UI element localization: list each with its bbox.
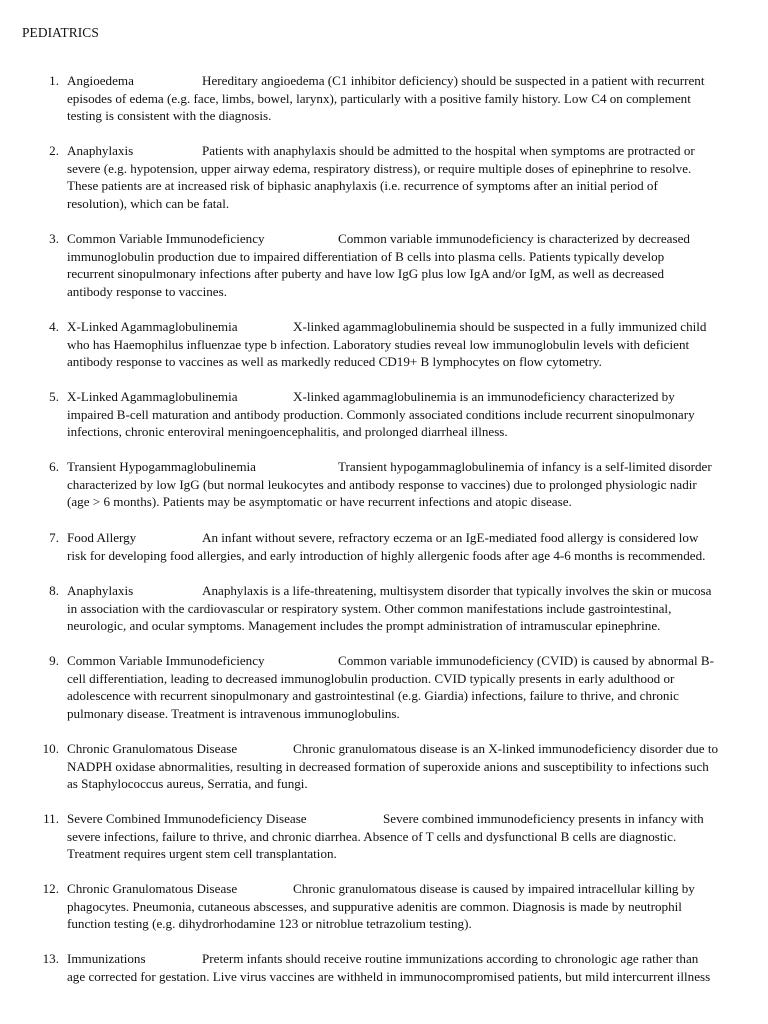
text-line <box>67 950 747 968</box>
text-line: risk for developing food allergies, and early introduction of highly allergenic foods after age 4-6 months is recommended. <box>67 547 706 563</box>
item-topic: Immunizations <box>67 951 146 966</box>
text-line <box>67 582 747 600</box>
text-line: in association with the cardiovascular or respiratory system. Other common manifestations include gastrointestinal, <box>67 600 672 616</box>
list-item <box>49 230 747 301</box>
item-topic: Anaphylaxis <box>67 143 134 158</box>
text-line <box>67 230 747 248</box>
list-item <box>42 740 747 793</box>
text-line <box>67 880 747 898</box>
item-topic: Angioedema <box>67 73 134 88</box>
item-number: 10. <box>42 741 59 756</box>
list-item <box>49 72 747 125</box>
text-line: resolution), which can be fatal. <box>67 196 230 212</box>
item-number: 7. <box>49 530 59 545</box>
text-line: infections, chronic enteroviral meningoencephalitis, and prolonged diarrheal illness. <box>67 424 508 440</box>
text-line: pulmonary disease. Treatment is intravenous immunoglobulins. <box>67 706 400 722</box>
text-line: recurrent sinopulmonary infections after puberty and have low IgG plus low IgA and/or IgM, as well as decreased <box>67 266 665 282</box>
item-topic: Food Allergy <box>67 530 137 545</box>
text-line-content: Preterm infants should receive routine immunizations according to chronologic age rather than <box>202 951 699 966</box>
text-line: function testing (e.g. dihydrorhodamine 123 or nitroblue tetrazolium testing). <box>67 916 472 932</box>
item-topic: Common Variable Immunodeficiency <box>67 231 265 246</box>
item-paragraph <box>67 72 747 125</box>
item-paragraph <box>67 880 747 933</box>
item-paragraph <box>67 230 747 301</box>
item-topic: Anaphylaxis <box>67 583 134 598</box>
text-line-content: Hereditary angioedema (C1 inhibitor deficiency) should be suspected in a patient with recurrent <box>202 73 705 88</box>
text-line-content: Common variable immunodeficiency is characterized by decreased <box>338 231 690 246</box>
text-line <box>67 142 747 160</box>
item-number: 1. <box>49 73 59 88</box>
text-line: as Staphylococcus aureus, Serratia, and fungi. <box>67 776 308 792</box>
text-line: severe infections, failure to thrive, and chronic diarrhea. Absence of T cells and dysfunctional B cells are diagnostic. <box>67 828 677 844</box>
text-line-content: Chronic granulomatous disease is an X-linked immunodeficiency disorder due to <box>293 741 719 756</box>
text-line <box>67 652 747 670</box>
item-topic: Transient Hypogammaglobulinemia <box>67 459 256 474</box>
item-number: 8. <box>49 583 59 598</box>
text-line: immunoglobulin production due to impaired differentiation of B cells into plasma cells. Patients typically develop <box>67 248 665 264</box>
text-line-content: Chronic granulomatous disease is caused by impaired intracellular killing by <box>293 881 695 896</box>
list-item <box>43 810 747 863</box>
item-number: 2. <box>49 143 59 158</box>
item-paragraph <box>67 582 747 635</box>
page-heading: PEDIATRICS <box>22 25 99 40</box>
item-number: 4. <box>49 319 59 334</box>
text-line: impaired B-cell maturation and antibody production. Commonly associated conditions include recurrent sinopulmonary <box>67 406 695 422</box>
text-line-content: X-linked agammaglobulinemia should be suspected in a fully immunized child <box>293 319 707 334</box>
text-line: who has Haemophilus influenzae type b infection. Laboratory studies reveal low immunoglobulin levels with deficient <box>67 336 690 352</box>
text-line <box>67 529 747 547</box>
item-topic: Chronic Granulomatous Disease <box>67 741 238 756</box>
item-number: 12. <box>42 881 59 896</box>
text-line <box>67 458 747 476</box>
text-line: NADPH oxidase abnormalities, resulting in decreased formation of superoxide anions and susceptibility to infections such <box>67 758 709 774</box>
list-item <box>49 318 747 371</box>
text-line: age corrected for gestation. Live virus vaccines are withheld in immunocompromised patients, but mild intercurrent illness <box>67 968 711 984</box>
list-item <box>42 950 747 985</box>
item-number: 11. <box>43 811 59 826</box>
item-topic: Chronic Granulomatous Disease <box>67 881 238 896</box>
list-item <box>49 142 747 213</box>
list-item <box>42 880 747 933</box>
item-topic: X-Linked Agammaglobulinemia <box>67 319 238 334</box>
item-paragraph <box>67 740 747 793</box>
text-line <box>67 740 747 758</box>
text-line: cell differentiation, leading to decreased immunoglobulin production. CVID typically presents in early adulthood or <box>67 670 675 686</box>
item-paragraph <box>67 950 747 985</box>
text-line: These patients are at increased risk of biphasic anaphylaxis (i.e. recurrence of symptoms after an initial period of <box>67 178 658 194</box>
text-line: adolescence with recurrent sinopulmonary and gastrointestinal (e.g. Giardia) infections, failure to thrive, and chronic <box>67 688 679 704</box>
text-line: severe (e.g. hypotension, upper airway edema, respiratory distress), or require multiple doses of epinephrine to resolve. <box>67 160 692 176</box>
list-item <box>49 388 747 441</box>
text-line <box>67 810 747 828</box>
item-topic: Severe Combined Immunodeficiency Disease <box>67 811 307 826</box>
item-topic: Common Variable Immunodeficiency <box>67 653 265 668</box>
text-line-content: Anaphylaxis is a life-threatening, multisystem disorder that typically involves the skin or mucosa <box>202 583 712 598</box>
text-line-content: An infant without severe, refractory eczema or an IgE-mediated food allergy is considered low <box>202 530 699 545</box>
list-item <box>49 458 747 511</box>
item-paragraph <box>67 529 747 564</box>
text-line: testing is consistent with the diagnosis. <box>67 108 272 124</box>
list-item <box>49 529 747 564</box>
item-number: 3. <box>49 231 59 246</box>
item-number: 9. <box>49 653 59 668</box>
item-paragraph <box>67 388 747 441</box>
item-paragraph <box>67 318 747 371</box>
list-item <box>49 582 747 635</box>
text-line-content: Severe combined immunodeficiency presents in infancy with <box>383 811 704 826</box>
text-line: antibody response to vaccines. <box>67 284 227 300</box>
text-line: antibody response to vaccines as well as markedly reduced CD19+ B lymphocytes on flow cytometry. <box>67 354 602 370</box>
item-paragraph <box>67 142 747 213</box>
text-line <box>67 388 747 406</box>
text-line: characterized by low IgG (but normal leukocytes and antibody response to vaccines) due to prolonged physiologic nadir <box>67 476 697 492</box>
text-line-content: Patients with anaphylaxis should be admitted to the hospital when symptoms are protracted or <box>202 143 695 158</box>
item-paragraph <box>67 810 747 863</box>
item-number: 6. <box>49 459 59 474</box>
text-line: (age > 6 months). Patients may be asymptomatic or have recurrent infections and atopic disease. <box>67 494 572 510</box>
item-paragraph <box>67 458 747 511</box>
item-paragraph <box>67 652 747 723</box>
text-line-content: Transient hypogammaglobulinemia of infancy is a self-limited disorder <box>338 459 712 474</box>
text-line: neurologic, and ocular symptoms. Management includes the prompt administration of intramuscular epinephrine. <box>67 618 661 634</box>
text-line-content: Common variable immunodeficiency (CVID) is caused by abnormal B- <box>338 653 714 668</box>
text-line: episodes of edema (e.g. face, limbs, bowel, larynx), particularly with a positive family history. Low C4 on complement <box>67 90 691 106</box>
text-line: Treatment requires urgent stem cell transplantation. <box>67 846 337 862</box>
text-line-content: X-linked agammaglobulinemia is an immunodeficiency characterized by <box>293 389 675 404</box>
text-line <box>67 318 747 336</box>
text-line: phagocytes. Pneumonia, cutaneous abscesses, and suppurative adenitis are common. Diagnosis is made by neutrophil <box>67 898 682 914</box>
item-topic: X-Linked Agammaglobulinemia <box>67 389 238 404</box>
text-line <box>67 72 747 90</box>
list-item <box>49 652 747 723</box>
item-number: 5. <box>49 389 59 404</box>
item-number: 13. <box>42 951 59 966</box>
